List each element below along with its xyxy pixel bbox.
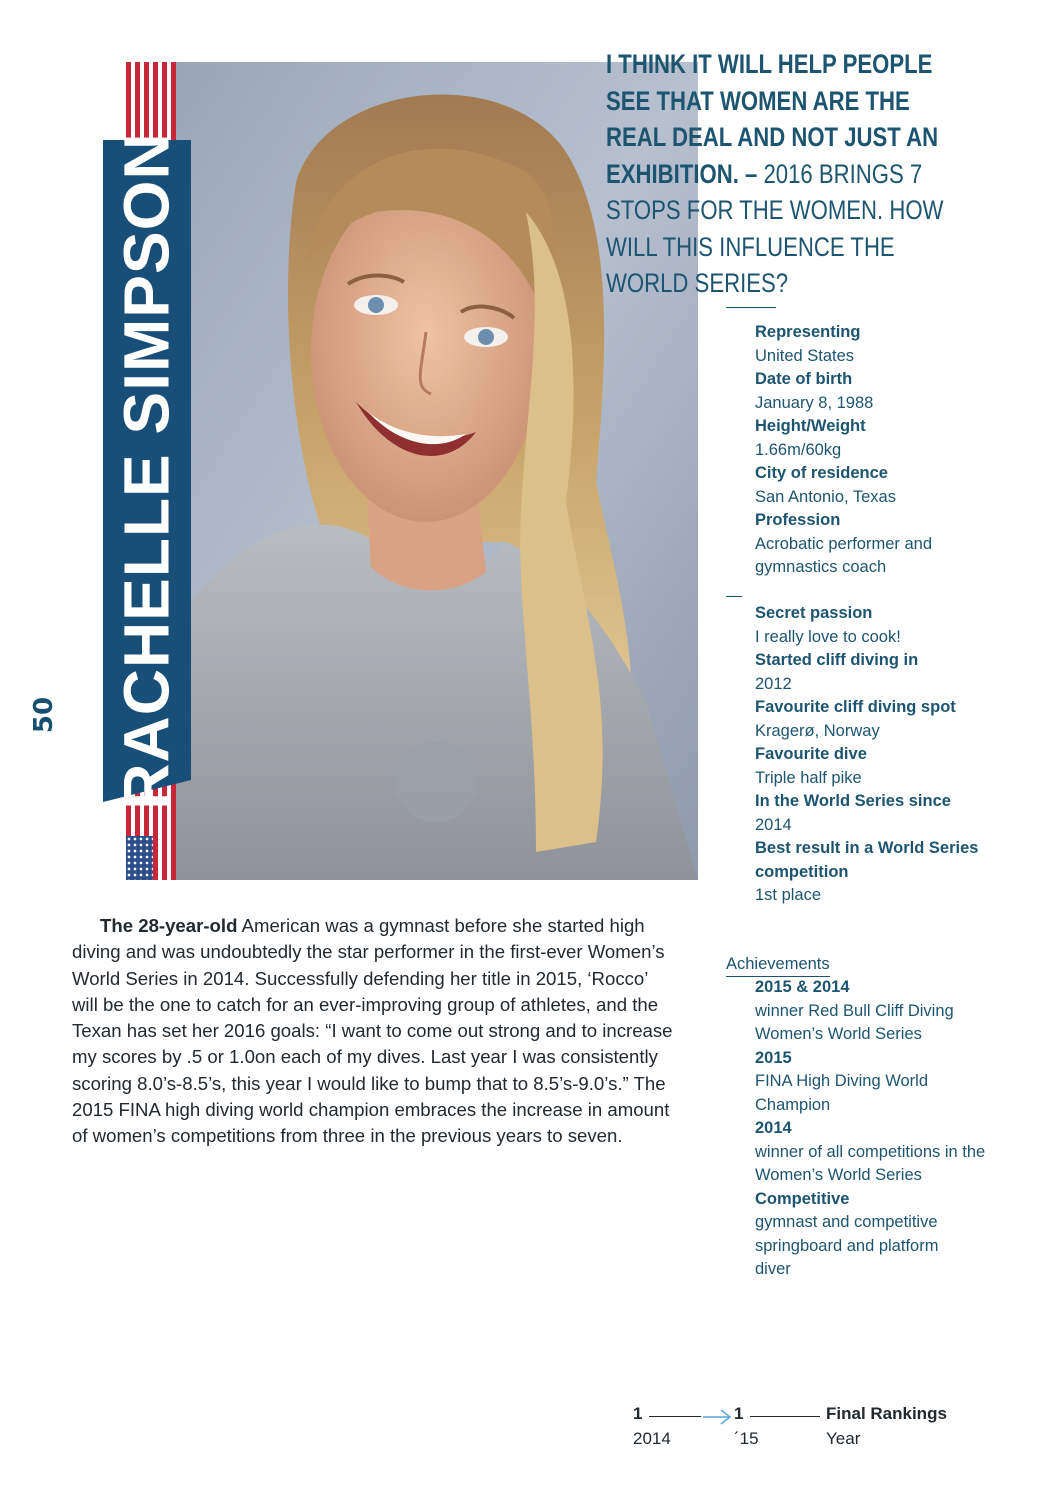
fact-value: Triple half pike — [755, 768, 862, 787]
achievement-value: gymnast and competitive springboard and platform diver — [755, 1213, 939, 1278]
rankings-subtitle: Year — [826, 1429, 861, 1448]
athlete-name: RACHELLE SIMPSON — [111, 132, 183, 810]
body-lead: The 28-year-old — [100, 915, 238, 936]
rank-line — [649, 1416, 701, 1417]
year-2015: ´15 — [734, 1429, 759, 1448]
fact-value: Acrobatic performer and gymnastics coach — [755, 534, 932, 576]
achievements-list — [755, 976, 990, 1282]
fact-value: I really love to cook! — [755, 627, 901, 646]
fact-value: 2012 — [755, 674, 792, 693]
us-flag-stars — [126, 836, 153, 880]
fact-value: January 8, 1988 — [755, 393, 874, 412]
achievement-value: winner Red Bull Cliff Diving Women’s World Series — [755, 1001, 954, 1043]
fact-label: Representing — [755, 323, 861, 341]
fact-value: Kragerø, Norway — [755, 721, 880, 740]
fact-value: San Antonio, Texas — [755, 487, 896, 506]
facts-list-diving — [755, 602, 1015, 908]
body-text: American was a gymnast before she started high diving and was undoubtedly the star performer in the first-ever Women’s World Series in 2014. Successfully defending her title in 2015, ‘Rocco’ will be the one to catch for an ever-improving group of athletes, and the Texan has set her 2016 goals: “I want to come out strong and to increase my scores by .5 or 1.0on each of my dives. Last year I was consistently scoring 8.0’s-8.5’s, this year I would like to bump that to 8.5’s-9.0’s.” The 2015 FINA high diving world champion embraces the increase in amount of women’s competitions from three in the previous years to seven. — [72, 915, 673, 1147]
rank-line — [750, 1416, 820, 1417]
arrow-right-icon — [703, 1408, 733, 1426]
achievement-value: FINA High Diving World Champion — [755, 1072, 929, 1114]
fact-value: 1st place — [755, 886, 822, 904]
fact-label: Profession — [755, 511, 841, 529]
rank-2014: 1 — [633, 1404, 643, 1423]
achievements-title: Achievements — [726, 953, 830, 977]
fact-label: In the World Series since — [755, 792, 951, 810]
fact-value: 1.66m/60kg — [755, 440, 842, 459]
fact-label: Secret passion — [755, 604, 873, 622]
pull-quote — [606, 46, 967, 302]
fact-label: City of residence — [755, 464, 888, 482]
rank-2015: 1 — [734, 1404, 744, 1423]
year-2014: 2014 — [633, 1429, 671, 1448]
facts-list-personal — [755, 321, 1015, 580]
body-paragraph — [72, 913, 676, 1150]
fact-label: Date of birth — [755, 370, 853, 388]
achievement-label: 2015 — [755, 1048, 792, 1067]
rankings-title: Final Rankings — [826, 1404, 947, 1423]
fact-value: 2014 — [755, 815, 792, 834]
page-number: 50 — [29, 696, 59, 734]
fact-label: Best result in a World Series competition — [755, 839, 979, 881]
athlete-name-container — [103, 132, 191, 810]
quote-light: 2016 BRINGS 7 STOPS FOR THE WOMEN. HOW WILL THIS INFLUENCE THE WORLD SERIES? — [606, 158, 944, 298]
divider — [726, 596, 742, 597]
achievement-label: 2015 & 2014 — [755, 978, 850, 996]
fact-value: United States — [755, 346, 855, 365]
fact-label: Height/Weight — [755, 417, 866, 435]
divider — [726, 307, 776, 308]
achievement-label: Competitive — [755, 1189, 850, 1208]
quote-bold: I THINK IT WILL HELP PEOPLE SEE THAT WOMEN ARE THE REAL DEAL AND NOT JUST AN EXHIBITION. – — [606, 49, 939, 189]
fact-label: Favourite cliff diving spot — [755, 698, 956, 716]
fact-label: Started cliff diving in — [755, 651, 919, 669]
fact-label: Favourite dive — [755, 745, 867, 763]
achievement-label: 2014 — [755, 1119, 792, 1137]
achievement-value: winner of all competitions in the Women’s World Series — [755, 1142, 986, 1184]
